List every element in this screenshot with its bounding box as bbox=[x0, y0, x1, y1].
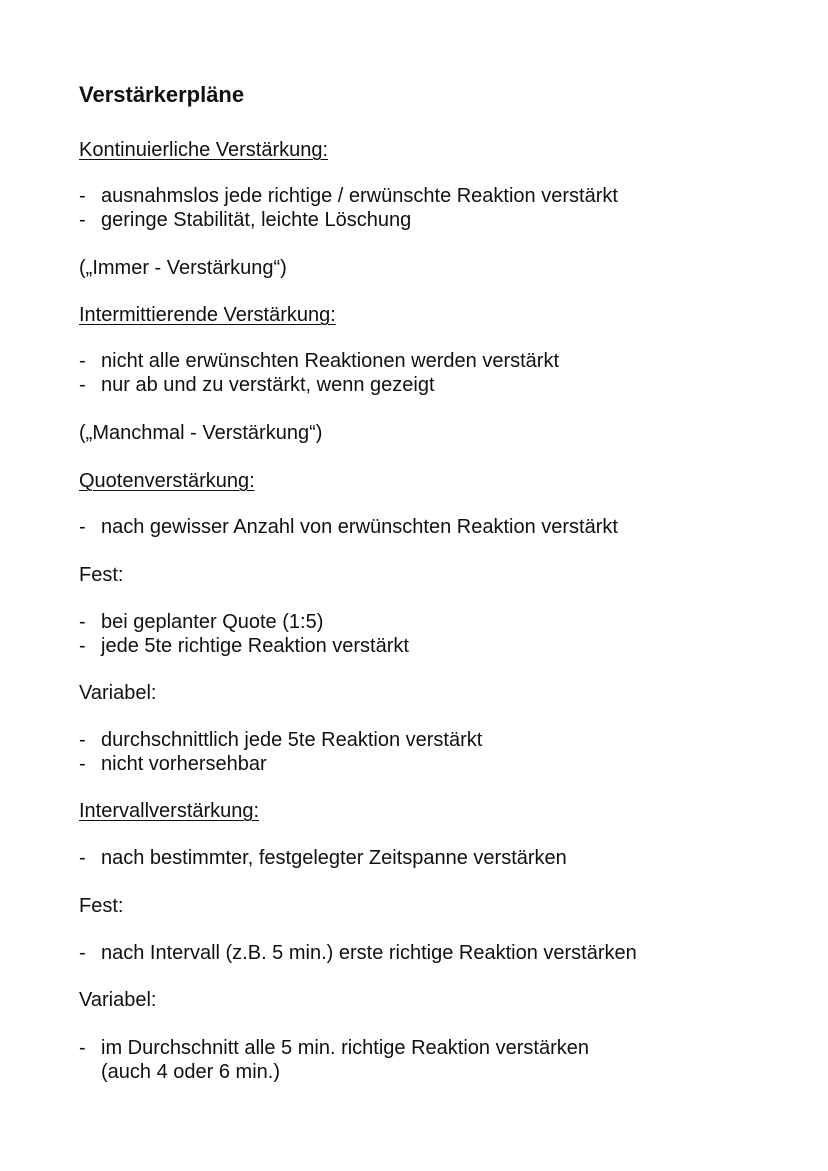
bullet-list-quoten-variabel bbox=[79, 728, 482, 776]
list-item: - nicht alle erwünschten Reaktionen werden verstärkt bbox=[79, 350, 560, 372]
bullet-list-intermittierend bbox=[79, 349, 559, 397]
heading-quotenverstaerkung: Quotenverstärkung: bbox=[79, 470, 255, 492]
list-item: - nicht vorhersehbar bbox=[79, 753, 267, 775]
bullet-dash: - bbox=[79, 350, 86, 372]
list-item: - nach Intervall (z.B. 5 min.) erste richtige Reaktion verstärken bbox=[79, 942, 637, 964]
list-item: - ausnahmslos jede richtige / erwünschte Reaktion verstärkt bbox=[79, 185, 618, 207]
label-quoten-fest: Fest: bbox=[79, 564, 124, 586]
note-manchmal-verstaerkung: („Manchmal - Verstärkung“) bbox=[79, 422, 323, 444]
label-intervall-fest: Fest: bbox=[79, 895, 124, 917]
list-item: - nach bestimmter, festgelegter Zeitspanne verstärken bbox=[79, 847, 567, 869]
page-title: Verstärkerpläne bbox=[79, 82, 245, 107]
bullet-dash: - bbox=[79, 611, 86, 633]
bullet-dash: - bbox=[79, 185, 86, 207]
note-immer-verstaerkung: („Immer - Verstärkung“) bbox=[79, 257, 287, 279]
list-item: - nach gewisser Anzahl von erwünschten Reaktion verstärkt bbox=[79, 516, 618, 538]
bullet-list-kontinuierlich bbox=[79, 184, 618, 232]
list-item: - im Durchschnitt alle 5 min. richtige Reaktion verstärken (auch 4 oder 6 min.) bbox=[79, 1037, 589, 1083]
bullet-dash: - bbox=[79, 942, 86, 964]
label-intervall-variabel: Variabel: bbox=[79, 989, 157, 1011]
list-item: - nur ab und zu verstärkt, wenn gezeigt bbox=[79, 374, 435, 396]
bullet-list-intervall-fest bbox=[79, 941, 637, 965]
list-item: - bei geplanter Quote (1:5) bbox=[79, 611, 324, 633]
bullet-list-quoten bbox=[79, 515, 618, 539]
bullet-dash: - bbox=[79, 374, 86, 396]
bullet-list-quoten-fest bbox=[79, 610, 409, 658]
bullet-dash: - bbox=[79, 729, 86, 751]
bullet-list-intervall bbox=[79, 846, 567, 870]
list-item: - geringe Stabilität, leichte Löschung bbox=[79, 209, 412, 231]
heading-intervallverstaerkung: Intervallverstärkung: bbox=[79, 800, 260, 822]
heading-kontinuierliche-verstaerkung: Kontinuierliche Verstärkung: bbox=[79, 139, 329, 161]
label-quoten-variabel: Variabel: bbox=[79, 682, 157, 704]
bullet-dash: - bbox=[79, 753, 86, 775]
list-item: - durchschnittlich jede 5te Reaktion verstärkt bbox=[79, 729, 483, 751]
heading-intermittierende-verstaerkung: Intermittierende Verstärkung: bbox=[79, 304, 336, 326]
list-item-continuation: (auch 4 oder 6 min.) bbox=[101, 1061, 280, 1083]
bullet-dash: - bbox=[79, 1037, 86, 1059]
bullet-list-intervall-variabel bbox=[79, 1036, 589, 1084]
bullet-dash: - bbox=[79, 516, 86, 538]
bullet-dash: - bbox=[79, 847, 86, 869]
list-item: - jede 5te richtige Reaktion verstärkt bbox=[79, 635, 409, 657]
bullet-dash: - bbox=[79, 635, 86, 657]
bullet-dash: - bbox=[79, 209, 86, 231]
